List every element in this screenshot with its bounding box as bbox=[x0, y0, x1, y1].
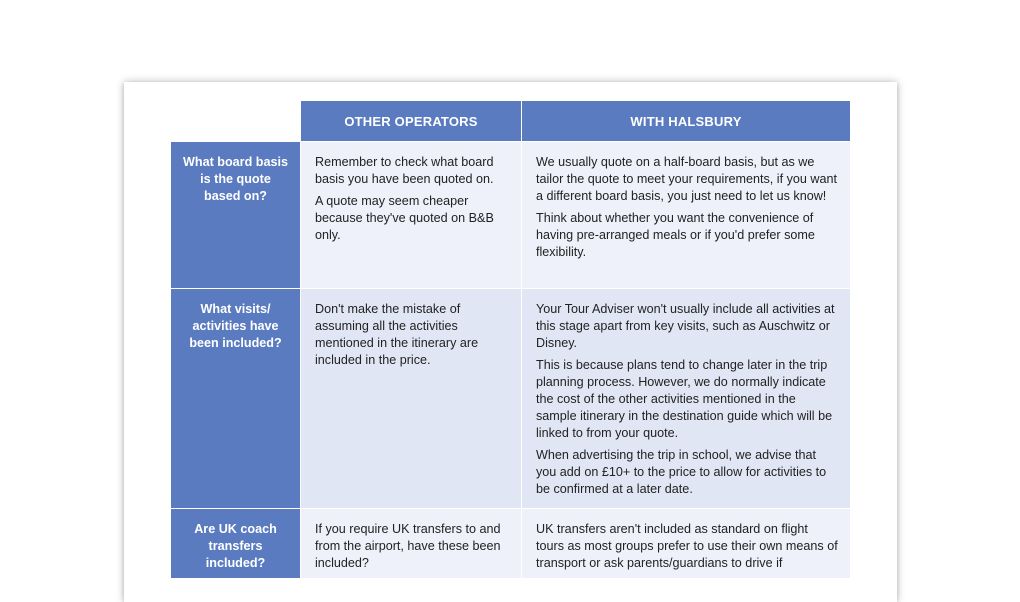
table-corner-cell bbox=[171, 101, 300, 141]
paragraph: A quote may seem cheaper because they've quoted on B&B only. bbox=[315, 194, 494, 242]
paragraph: Don't make the mistake of assuming all the activities mentioned in the itinerary are included in the price. bbox=[315, 302, 479, 367]
paragraph: UK transfers aren't included as standard on flight tours as most groups prefer to use their own means of transport or ask parents/guardians to drive if bbox=[536, 522, 838, 570]
comparison-table bbox=[171, 101, 850, 578]
paragraph: Your Tour Adviser won't usually include all activities at this stage apart from key visits, such as Auschwitz or Disney. bbox=[536, 302, 835, 350]
document-page bbox=[124, 82, 897, 602]
paragraph: When advertising the trip in school, we advise that you add on £10+ to the price to allow for activities to be confirmed at a later date. bbox=[536, 448, 827, 496]
cell-halsbury-coach-transfers bbox=[521, 508, 850, 578]
paragraph: This is because plans tend to change later in the trip planning process. However, we do normally indicate the cost of the other activities mentioned in the sample itinerary in the destination guide which will be linked to from your quote. bbox=[536, 358, 833, 440]
cell-other-board-basis bbox=[300, 141, 521, 288]
cell-other-activities bbox=[300, 288, 521, 508]
paragraph: We usually quote on a half-board basis, but as we tailor the quote to meet your requirements, if you want a different board basis, you just need to let us know! bbox=[536, 155, 838, 203]
column-header-with-halsbury: WITH HALSBURY bbox=[521, 101, 850, 141]
cell-other-coach-transfers bbox=[300, 508, 521, 578]
row-header-activities: What visits/ activities have been included? bbox=[171, 288, 300, 508]
paragraph: If you require UK transfers to and from the airport, have these been included? bbox=[315, 522, 501, 570]
row-header-board-basis: What board basis is the quote based on? bbox=[171, 141, 300, 288]
cell-halsbury-activities bbox=[521, 288, 850, 508]
column-header-other-operators: OTHER OPERATORS bbox=[300, 101, 521, 141]
paragraph: Think about whether you want the convenience of having pre-arranged meals or if you'd prefer some flexibility. bbox=[536, 211, 815, 259]
row-header-coach-transfers: Are UK coach transfers included? bbox=[171, 508, 300, 578]
paragraph: Remember to check what board basis you have been quoted on. bbox=[315, 155, 494, 186]
cell-halsbury-board-basis bbox=[521, 141, 850, 288]
